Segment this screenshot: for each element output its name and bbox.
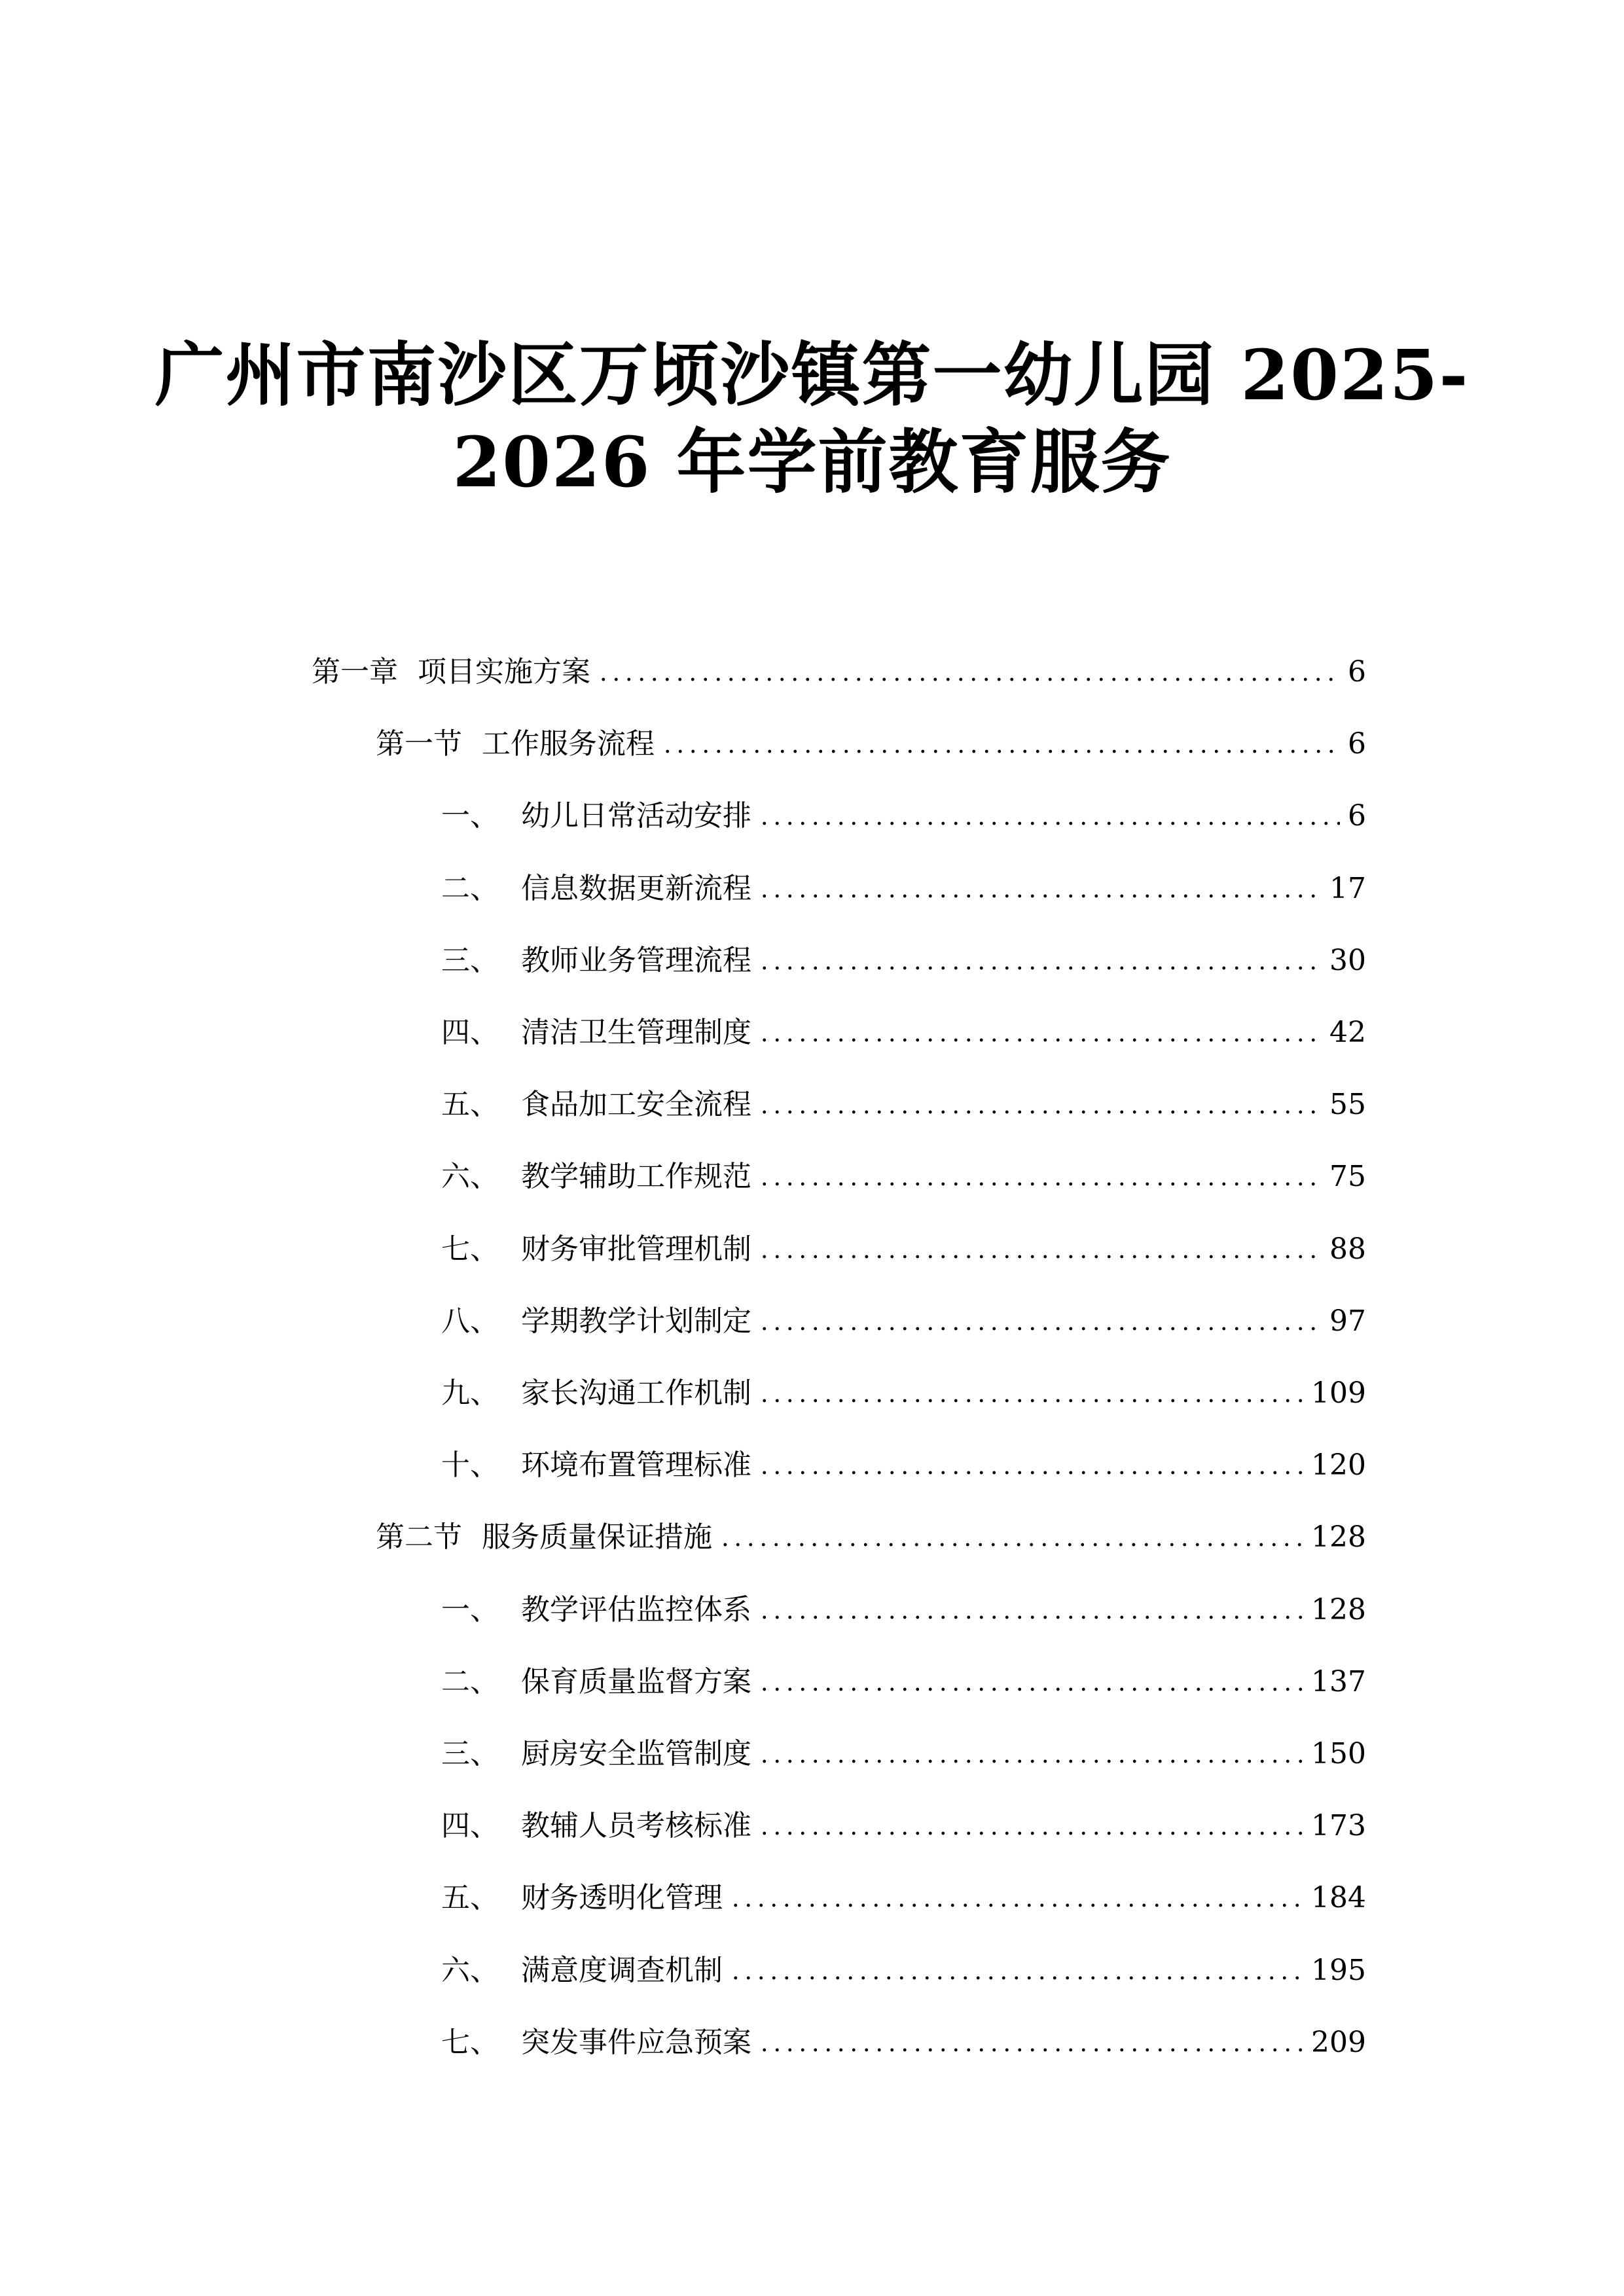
toc-entry-number: 七、	[441, 1232, 499, 1266]
toc-entry[interactable]	[376, 1516, 1366, 1556]
toc-entry-title: 厨房安全监管制度	[521, 1737, 751, 1770]
toc-entry-number: 四、	[441, 1016, 499, 1049]
toc-entry[interactable]	[441, 1156, 1366, 1195]
toc-entry-title: 幼儿日常活动安排	[521, 799, 751, 833]
toc-entry[interactable]	[441, 1805, 1366, 1844]
toc-entry-page-number: 150	[1311, 1737, 1366, 1770]
toc-entry-page-number: 6	[1348, 655, 1366, 689]
toc-entry-number: 三、	[441, 944, 499, 977]
toc-entry-page-number: 55	[1329, 1088, 1366, 1121]
toc-entry[interactable]	[441, 1877, 1366, 1916]
toc-entry[interactable]	[441, 1229, 1366, 1268]
toc-entry-title: 财务审批管理机制	[521, 1232, 751, 1266]
toc-entry-title: 学期教学计划制定	[521, 1304, 751, 1338]
toc-entry[interactable]	[441, 868, 1366, 907]
toc-entry-title: 食品加工安全流程	[521, 1088, 751, 1121]
toc-entry-title: 保育质量监督方案	[521, 1665, 751, 1698]
toc-entry-title: 清洁卫生管理制度	[521, 1016, 751, 1049]
toc-entry-number: 十、	[441, 1448, 499, 1482]
toc-entry-title: 信息数据更新流程	[521, 872, 751, 905]
toc-entry-number: 四、	[441, 1809, 499, 1842]
toc-dot-leader	[758, 894, 1322, 898]
toc-entry-number: 七、	[441, 2026, 499, 2059]
toc-entry[interactable]	[441, 1012, 1366, 1051]
toc-entry-number: 五、	[441, 1088, 499, 1121]
toc-entry-number: 五、	[441, 1881, 499, 1914]
toc-entry[interactable]	[312, 651, 1366, 691]
toc-dot-leader	[719, 1543, 1303, 1547]
toc-entry[interactable]	[441, 795, 1366, 834]
toc-entry[interactable]	[441, 1444, 1366, 1484]
toc-entry-page-number: 42	[1329, 1016, 1366, 1049]
toc-entry[interactable]	[441, 1733, 1366, 1772]
toc-entry-page-number: 6	[1348, 727, 1366, 761]
toc-entry-title: 财务透明化管理	[521, 1881, 723, 1914]
toc-entry-number: 六、	[441, 1954, 499, 1987]
toc-dot-leader	[661, 749, 1340, 753]
toc-entry-page-number: 6	[1348, 799, 1366, 833]
toc-entry-page-number: 195	[1311, 1954, 1366, 1987]
toc-entry-page-number: 30	[1329, 944, 1366, 977]
toc-dot-leader	[758, 1399, 1303, 1403]
toc-entry-number: 二、	[441, 1665, 499, 1698]
toc-dot-leader	[729, 1903, 1303, 1907]
toc-entry-page-number: 120	[1311, 1448, 1366, 1482]
toc-entry-title: 家长沟通工作机制	[521, 1376, 751, 1410]
toc-entry-title: 教学评估监控体系	[521, 1593, 751, 1626]
toc-entry-number: 第一节	[376, 727, 462, 761]
toc-entry-page-number: 209	[1311, 2026, 1366, 2059]
toc-entry-page-number: 137	[1311, 1665, 1366, 1698]
toc-dot-leader	[758, 1327, 1322, 1331]
toc-dot-leader	[758, 1471, 1303, 1475]
toc-dot-leader	[758, 1038, 1322, 1042]
toc-dot-leader	[758, 1759, 1303, 1763]
toc-dot-leader	[758, 821, 1340, 825]
toc-entry-number: 一、	[441, 799, 499, 833]
toc-dot-leader	[758, 2048, 1303, 2052]
toc-dot-leader	[597, 677, 1340, 681]
toc-entry-page-number: 173	[1311, 1809, 1366, 1842]
toc-entry-title: 满意度调查机制	[521, 1954, 723, 1987]
toc-entry-page-number: 17	[1329, 872, 1366, 905]
toc-entry-title: 项目实施方案	[418, 655, 590, 689]
toc-entry[interactable]	[441, 1372, 1366, 1412]
toc-entry-number: 六、	[441, 1160, 499, 1193]
toc-entry-number: 二、	[441, 872, 499, 905]
toc-entry-number: 第二节	[376, 1520, 462, 1554]
toc-entry[interactable]	[441, 1589, 1366, 1628]
toc-dot-leader	[758, 1110, 1322, 1114]
toc-entry-page-number: 128	[1311, 1593, 1366, 1626]
toc-entry-page-number: 184	[1311, 1881, 1366, 1914]
toc-entry[interactable]	[441, 1950, 1366, 1989]
toc-entry[interactable]	[376, 723, 1366, 762]
toc-dot-leader	[758, 1687, 1303, 1691]
toc-entry-title: 工作服务流程	[482, 727, 655, 761]
toc-entry[interactable]	[441, 2022, 1366, 2061]
document-title-line-1: 广州市南沙区万顷沙镇第一幼儿园 2025-	[154, 334, 1470, 416]
toc-entry-page-number: 75	[1329, 1160, 1366, 1193]
toc-entry-number: 三、	[441, 1737, 499, 1770]
toc-entry-title: 教学辅助工作规范	[521, 1160, 751, 1193]
toc-entry-page-number: 128	[1311, 1520, 1366, 1554]
toc-dot-leader	[729, 1976, 1303, 1980]
toc-entry-page-number: 97	[1329, 1304, 1366, 1338]
toc-entry-page-number: 88	[1329, 1232, 1366, 1266]
toc-entry-title: 教辅人员考核标准	[521, 1809, 751, 1842]
toc-entry-title: 教师业务管理流程	[521, 944, 751, 977]
toc-entry-page-number: 109	[1311, 1376, 1366, 1410]
toc-entry-title: 服务质量保证措施	[482, 1520, 712, 1554]
toc-entry[interactable]	[441, 940, 1366, 979]
toc-dot-leader	[758, 1255, 1322, 1259]
toc-entry-number: 九、	[441, 1376, 499, 1410]
toc-entry-number: 一、	[441, 1593, 499, 1626]
toc-entry[interactable]	[441, 1300, 1366, 1340]
toc-dot-leader	[758, 1615, 1303, 1619]
toc-dot-leader	[758, 1831, 1303, 1835]
toc-entry-title: 突发事件应急预案	[521, 2026, 751, 2059]
toc-dot-leader	[758, 966, 1322, 970]
toc-entry-number: 第一章	[312, 655, 398, 689]
toc-dot-leader	[758, 1182, 1322, 1186]
toc-entry-number: 八、	[441, 1304, 499, 1338]
toc-entry-title: 环境布置管理标准	[521, 1448, 751, 1482]
toc-entry[interactable]	[441, 1084, 1366, 1123]
document-title-line-2: 2026 年学前教育服务	[452, 421, 1172, 503]
toc-entry[interactable]	[441, 1661, 1366, 1700]
